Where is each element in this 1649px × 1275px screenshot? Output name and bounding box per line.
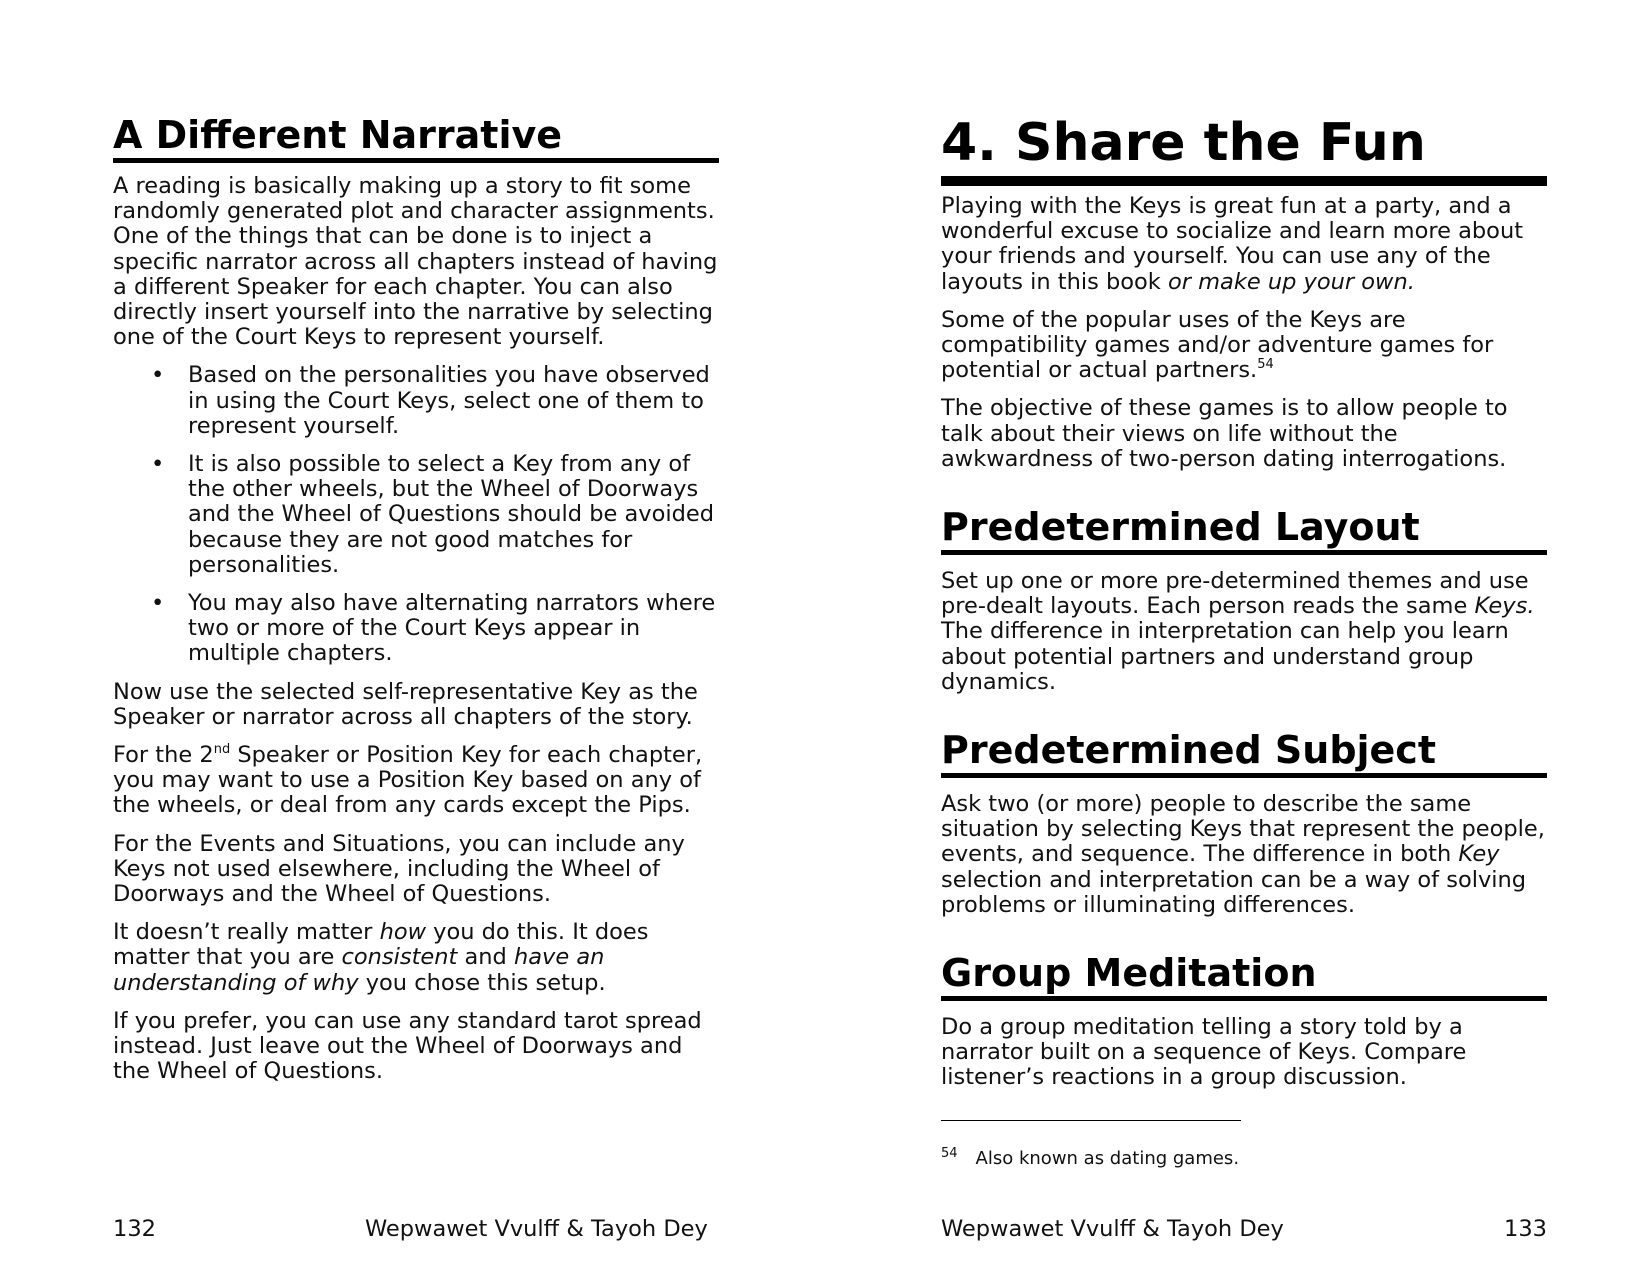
left-page-heading: A Different Narrative bbox=[113, 112, 719, 163]
page-number: 132 bbox=[113, 1216, 156, 1242]
second-speaker-paragraph: For the 2nd Speaker or Position Key for each chapter, you may want to use a Position Key based on any of the wheels, or deal from any cards except the Pips. bbox=[113, 742, 703, 819]
tarot-spread-paragraph: If you prefer, you can use any standard tarot spread instead. Just leave out the Wheel of Doorways and the Wheel of Questions. bbox=[113, 1007, 702, 1085]
chapter-title: 4. Share the Fun bbox=[941, 110, 1547, 186]
events-paragraph: For the Events and Situations, you can include any Keys not used elsewhere, including the Wheel of Doorways and the Wheel of Questions. bbox=[113, 830, 685, 908]
footnote-divider bbox=[941, 1120, 1241, 1121]
now-use-paragraph: Now use the selected self-representative Key as the Speaker or narrator across all chapters of the story. bbox=[113, 678, 698, 730]
consistency-paragraph: It doesn’t really matter how you do this. It does matter that you are consistent and have an understanding of why you chose this setup. bbox=[113, 919, 649, 996]
right-page-body bbox=[941, 194, 1547, 1104]
meditation-paragraph: Do a group meditation telling a story told by a narrator built on a sequence of Keys. Compare listener’s reactions in a group discussion. bbox=[941, 1014, 1467, 1091]
party-paragraph: Playing with the Keys is great fun at a party, and a wonderful excuse to socialize and learn more about your friends and yourself. You can use any of the layouts in this book or make up your own. bbox=[941, 193, 1524, 295]
list-item bbox=[113, 591, 719, 667]
footnote bbox=[941, 1143, 1239, 1170]
footnote-text: Also known as dating games. bbox=[975, 1148, 1240, 1169]
right-page bbox=[941, 0, 1547, 1275]
section-heading-layout: Predetermined Layout bbox=[941, 504, 1547, 555]
list-item bbox=[113, 452, 719, 578]
section-heading-meditation: Group Meditation bbox=[941, 950, 1547, 1001]
footnote-reference[interactable]: 54 bbox=[1257, 357, 1274, 373]
running-footer: Wepwawet Vvulff & Tayoh Dey bbox=[941, 1216, 1284, 1242]
left-page-body bbox=[113, 174, 719, 1098]
page-number: 133 bbox=[1504, 1216, 1547, 1242]
subject-paragraph: Ask two (or more) people to describe the same situation by selecting Keys that represent the people, events, and sequence. The difference in both Key selection and interpretation can be a way of solving problems or illuminating differences. bbox=[941, 791, 1545, 918]
left-page bbox=[113, 0, 719, 1275]
section-heading-subject: Predetermined Subject bbox=[941, 727, 1547, 778]
bullet-icon: • bbox=[151, 362, 165, 389]
running-footer: Wepwawet Vvulff & Tayoh Dey bbox=[365, 1216, 708, 1242]
objective-paragraph: The objective of these games is to allow people to talk about their views on life without the awkwardness of two-person dating interrogations. bbox=[941, 395, 1508, 472]
popular-uses-paragraph: Some of the popular uses of the Keys are compatibility games and/or adventure games for potential or actual partners.$^{54}$ bbox=[941, 306, 1494, 384]
ordinal-superscript: nd bbox=[213, 742, 231, 758]
list-item-text: Based on the personalities you have observed in using the Court Keys, select one of them to represent yourself. bbox=[188, 362, 710, 439]
bullet-icon: • bbox=[151, 451, 165, 478]
intro-paragraph: A reading is basically making up a story to fit some randomly generated plot and character assignments. One of the things that can be done is to inject a specific narrator across all chapters instead of having a different Speaker for each chapter. You can also directly insert yourself into the narrative by selecting one of the Court Keys to represent yourself. bbox=[113, 173, 718, 351]
list-item bbox=[113, 363, 719, 439]
footnote-number: 54 bbox=[941, 1146, 958, 1161]
narrator-options-list bbox=[113, 363, 719, 666]
list-item-text: You may also have alternating narrators where two or more of the Court Keys appear in multiple chapters. bbox=[188, 590, 716, 667]
bullet-icon: • bbox=[151, 590, 165, 617]
list-item-text: It is also possible to select a Key from any of the other wheels, but the Wheel of Doorways and the Wheel of Questions should be avoided because they are not good matches for personalities. bbox=[188, 451, 715, 578]
layout-paragraph: Set up one or more pre-determined themes and use pre-dealt layouts. Each person reads the same Keys. The difference in interpretation can help you learn about potential partners and understand group dynamics. bbox=[941, 568, 1535, 695]
